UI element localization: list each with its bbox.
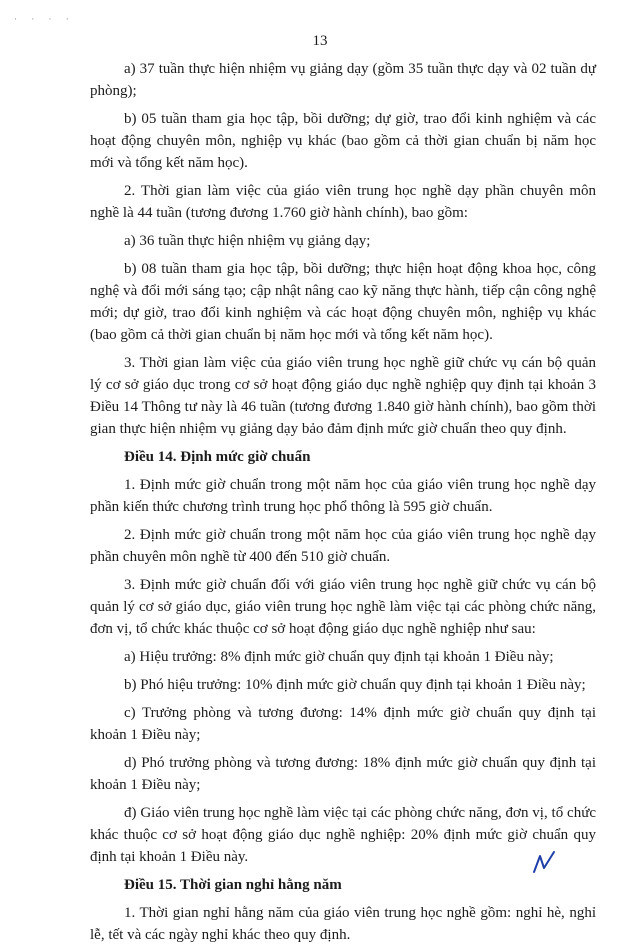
- paragraph: a) 36 tuần thực hiện nhiệm vụ giảng dạy;: [124, 233, 371, 249]
- paragraph: a) Hiệu trưởng: 8% định mức giờ chuẩn quy định tại khoản 1 Điều này;: [124, 649, 554, 665]
- paragraph: c) Trưởng phòng và tương đương: 14% định mức giờ chuẩn quy định tại khoản 1 Điều này;: [90, 705, 596, 743]
- paragraph: 2. Thời gian làm việc của giáo viên trung học nghề dạy phần chuyên môn nghề là 44 tuần (tương đương 1.760 giờ hành chính), bao gồm:: [90, 183, 596, 221]
- paragraph: 2. Định mức giờ chuẩn trong một năm học của giáo viên trung học nghề dạy phần chuyên môn nghề từ 400 đến 510 giờ chuẩn.: [90, 527, 596, 565]
- document-body: [90, 58, 596, 952]
- paragraph: đ) Giáo viên trung học nghề làm việc tại các phòng chức năng, đơn vị, tổ chức khác thuộc cơ sở hoạt động giáo dục nghề nghiệp: 20% định mức giờ chuẩn quy định tại khoản 1 Điều này.: [90, 805, 596, 865]
- article-heading-15: Điều 15. Thời gian nghỉ hằng năm: [124, 877, 342, 893]
- page-number: 13: [312, 33, 328, 49]
- initial-signature-mark: [530, 848, 560, 878]
- paragraph: 3. Thời gian làm việc của giáo viên trung học nghề giữ chức vụ cán bộ quản lý cơ sở giáo dục trong cơ sở hoạt động giáo dục nghề nghiệp quy định tại khoản 3 Điều 14 Thông tư này là 46 tuần (tương đương 1.840 giờ hành chính), bao gồm thời gian thực hiện nhiệm vụ giảng dạy bảo đảm định mức giờ chuẩn theo quy định.: [90, 355, 596, 437]
- paragraph: d) Phó trưởng phòng và tương đương: 18% định mức giờ chuẩn quy định tại khoản 1 Điều này;: [90, 755, 596, 793]
- paragraph: 1. Định mức giờ chuẩn trong một năm học của giáo viên trung học nghề dạy phần kiến thức chương trình trung học phổ thông là 595 giờ chuẩn.: [90, 477, 596, 515]
- paragraph: 3. Định mức giờ chuẩn đối với giáo viên trung học nghề giữ chức vụ cán bộ quản lý cơ sở giáo dục, giáo viên trung học nghề làm việc tại các phòng chức năng, đơn vị, tổ chức khác thuộc cơ sở hoạt động giáo dục nghề nghiệp như sau:: [90, 577, 596, 637]
- article-heading-14: Điều 14. Định mức giờ chuẩn: [124, 449, 311, 465]
- scan-dots: · · · ·: [14, 14, 75, 24]
- paragraph: b) 05 tuần tham gia học tập, bồi dưỡng; dự giờ, trao đổi kinh nghiệm và các hoạt động chuyên môn, nghiệp vụ khác (bao gồm cả thời gian chuẩn bị năm học mới và tổng kết năm học).: [90, 111, 596, 171]
- paragraph: b) 08 tuần tham gia học tập, bồi dưỡng; thực hiện hoạt động khoa học, công nghệ và đổi mới sáng tạo; cập nhật nâng cao kỹ năng thực hành, tiếp cận công nghệ mới; dự giờ, trao đổi kinh nghiệm và các hoạt động chuyên môn, nghiệp vụ khác (bao gồm cả thời gian chuẩn bị năm học mới và tổng kết năm học).: [90, 261, 596, 343]
- paragraph: b) Phó hiệu trưởng: 10% định mức giờ chuẩn quy định tại khoản 1 Điều này;: [124, 677, 586, 693]
- paragraph: 1. Thời gian nghỉ hằng năm của giáo viên trung học nghề gồm: nghỉ hè, nghỉ lễ, tết và các ngày nghỉ khác theo quy định.: [90, 905, 596, 943]
- paragraph: a) 37 tuần thực hiện nhiệm vụ giảng dạy (gồm 35 tuần thực dạy và 02 tuần dự phòng);: [90, 61, 596, 99]
